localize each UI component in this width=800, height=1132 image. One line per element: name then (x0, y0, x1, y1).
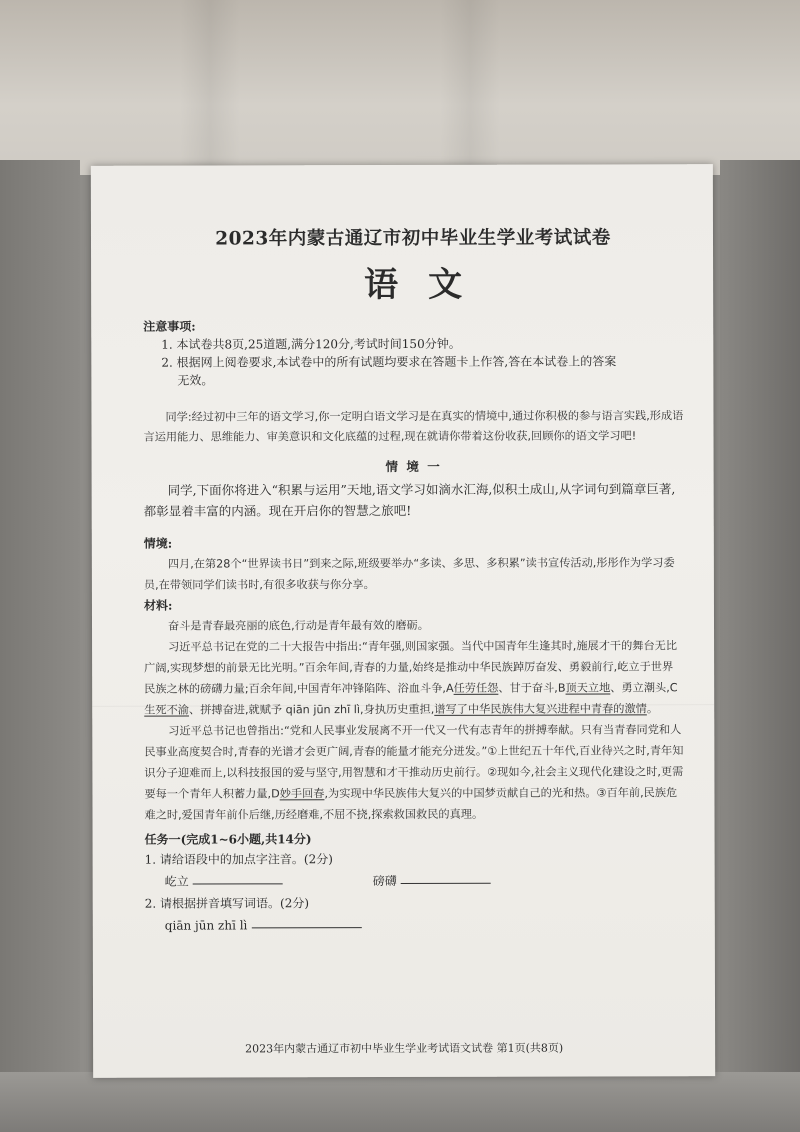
note-item: 2. 根据网上阅卷要求,本试卷中的所有试题均要求在答题卡上作答,答在本试卷上的答案 (161, 354, 617, 370)
background-right (720, 160, 800, 1132)
underlined-phrase-b: 顶天立地 (565, 681, 611, 695)
underlined-phrase-c: 生死不渝 (144, 703, 190, 717)
page-footer: 2023年内蒙古通辽市初中毕业生学业考试语文试卷 第1页(共8页) (245, 1041, 564, 1056)
text-run: 、甘于奋斗,B (498, 681, 566, 695)
pinyin-prompt: qiān jūn zhī lì (164, 918, 248, 933)
note-item: 1. 本试卷共8页,25道题,满分120分,考试时间150分钟。 (161, 336, 461, 352)
material-paragraph-1: 奋斗是青春最亮丽的底色,行动是青年最有效的磨砺。 (167, 618, 429, 633)
section-heading: 情 境 一 (385, 458, 442, 475)
underlined-sentence: 谱写了中华民族伟大复兴进程中青春的激情 (434, 702, 647, 716)
material-paragraph-3 (144, 719, 684, 825)
paper-fold-shadow (440, 0, 500, 175)
background-bottom (0, 1072, 800, 1132)
text-run: 、勇立潮头,C (610, 681, 678, 695)
text-run: ,为实现中华民族伟大复兴的中国梦贡献自己的光和热。③百年前,民族危难之时,爱国青年前仆后继,历经磨难,不屈不挠,探索救国救民的真理。 (144, 786, 678, 822)
intro-paragraph: 同学:经过初中三年的语文学习,你一定明白语文学习是在真实的情境中,通过你积极的参与语言实践,形成语言运用能力、思维能力、审美意识和文化底蕴的过程,现在就请你带着这份收获,回顾你的语文学习吧! (143, 409, 684, 444)
subject-title: 语文 (364, 264, 493, 306)
exam-title: 2023年内蒙古通辽市初中毕业生学业考试试卷 (215, 227, 611, 250)
underlined-phrase-d: 妙手回春 (279, 787, 325, 801)
context-label: 情境: (143, 536, 173, 551)
question-1-answers (145, 868, 685, 893)
exam-paper (91, 164, 715, 1078)
question-1: 1. 请给语段中的加点字注音。(2分) (144, 852, 333, 867)
notes-heading: 注意事项: (143, 319, 196, 334)
task-heading: 任务一(完成1~6小题,共14分) (144, 832, 312, 847)
background-top (0, 0, 800, 175)
text-run: 。 (646, 702, 659, 716)
word-1: 屹立 (164, 874, 189, 889)
answer-blank-3[interactable] (251, 913, 361, 928)
question-2-answers (145, 912, 685, 937)
text-run: 、拼搏奋进,就赋予 qiān jūn zhī lì,身执历史重担, (188, 702, 435, 717)
paper-content (143, 226, 685, 937)
context-paragraph: 四月,在第28个“世界读书日”到来之际,班级要举办“多读、多思、多积累”读书宣传活动,彤彤作为学习委员,在带领同学们读书时,有很多收获与你分享。 (143, 556, 675, 592)
background-left (0, 160, 80, 1132)
question-2: 2. 请根据拼音填写词语。(2分) (144, 896, 310, 911)
material-label: 材料: (143, 598, 173, 613)
text-run: 习近平总书记在党的二十大报告中指出:“青年强,则国家强。当代中国青年生逢其时,施展才干的舞台无比广阔,实现梦想的前景无比光明。”百余年间,青春的力量,始终是推动中华民族踔厉奋发、勇毅前行,屹立于世界民族之林的磅礴力量;百余年间,中国青年冲锋陷阵、浴血斗争,A (144, 639, 678, 696)
answer-blank-1[interactable] (193, 869, 283, 884)
word-2: 磅礴 (372, 874, 397, 889)
paper-fold-shadow (180, 0, 240, 175)
section-paragraph: 同学,下面你将进入“积累与运用”天地,语文学习如滴水汇海,似积土成山,从字词句到篇章巨著,都彰显着丰富的内涵。现在开启你的智慧之旅吧! (143, 481, 676, 519)
note-item: 无效。 (177, 373, 214, 388)
answer-blank-2[interactable] (401, 869, 491, 884)
text-run: 习近平总书记也曾指出:“党和人民事业发展离不开一代又一代有志青年的拼搏奉献。只有当青春同党和人民事业高度契合时,青春的光谱才会更广阔,青春的能量才能充分迸发。”①上世纪五十年代,百业待兴之时,青年知识分子迎难而上,以科技报国的爱与坚守,用智慧和才干推动历史前行。②现如今,社会主义现代化建设之时,更需要每一个青年人积蓄力量,D (144, 723, 684, 801)
underlined-phrase-a: 任劳任怨 (453, 681, 499, 695)
material-paragraph-2 (144, 635, 684, 720)
